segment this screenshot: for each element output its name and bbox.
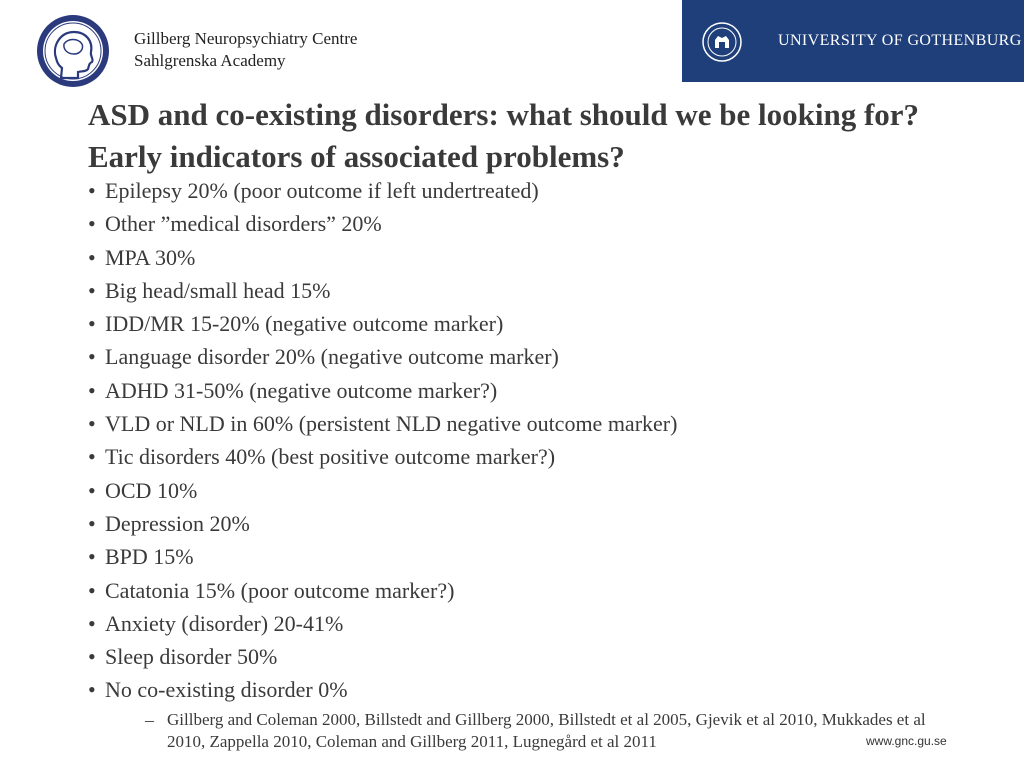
list-item: • VLD or NLD in 60% (persistent NLD negative outcome marker) [88, 407, 677, 440]
list-item: • Language disorder 20% (negative outcome marker) [88, 340, 677, 373]
list-item: • Sleep disorder 50% [88, 640, 677, 673]
website-link[interactable]: www.gnc.gu.se [866, 734, 947, 748]
bullet-text: Epilepsy 20% (poor outcome if left undertreated) [105, 178, 539, 203]
centre-name: Gillberg Neuropsychiatry Centre [134, 29, 358, 48]
list-item: • BPD 15% [88, 540, 677, 573]
slide-header [0, 0, 1024, 82]
list-item: • OCD 10% [88, 474, 677, 507]
university-banner [682, 0, 1024, 82]
bullet-text: BPD 15% [105, 544, 194, 570]
gnc-head-seal-icon [36, 14, 110, 88]
list-item: • Other ”medical disorders” 20% [88, 207, 677, 240]
academy-name: Sahlgrenska Academy [134, 51, 286, 70]
bullet-list [88, 174, 677, 707]
list-item: • Depression 20% [88, 507, 677, 540]
list-item: • MPA 30% [88, 241, 677, 274]
list-item: • ADHD 31-50% (negative outcome marker?) [88, 374, 677, 407]
references [145, 709, 945, 753]
university-name: UNIVERSITY OF GOTHENBURG [778, 32, 1022, 49]
university-seal-icon [702, 22, 742, 62]
list-item: • Big head/small head 15% [88, 274, 677, 307]
list-item: • Tic disorders 40% (best positive outcome marker?) [88, 440, 677, 473]
list-item: • Catatonia 15% (poor outcome marker?) [88, 574, 677, 607]
bullet-text: Big head/small head 15% [105, 277, 331, 303]
centre-identity [134, 28, 357, 72]
list-item: • No co-existing disorder 0% [88, 673, 677, 706]
bullet-text: Catatonia 15% (poor outcome marker?) [105, 577, 455, 603]
bullet-text: ADHD 31-50% (negative outcome marker?) [105, 377, 498, 403]
bullet-text: Other ”medical disorders” 20% [105, 211, 382, 237]
bullet-text: No co-existing disorder 0% [105, 677, 348, 703]
references-dash: – [145, 710, 154, 730]
bullet-text: VLD or NLD in 60% (persistent NLD negative outcome marker) [105, 411, 678, 437]
bullet-text: OCD 10% [105, 477, 198, 503]
bullet-text: Sleep disorder 50% [105, 644, 278, 670]
bullet-text: IDD/MR 15-20% (negative outcome marker) [105, 311, 504, 337]
bullet-text: MPA 30% [105, 244, 196, 270]
bullet-text: Anxiety (disorder) 20-41% [105, 610, 344, 636]
references-text: Gillberg and Coleman 2000, Billstedt and Gillberg 2000, Billstedt et al 2005, Gjevik et al 2010, Mukkades et al 2010, Zappella 2010, Coleman and Gillberg 2011, Lugnegård et al 2011 [167, 710, 926, 751]
bullet-text: Depression 20% [105, 510, 250, 536]
list-item: • Epilepsy 20% (poor outcome if left undertreated) [88, 174, 677, 207]
bullet-text: Language disorder 20% (negative outcome marker) [105, 344, 559, 370]
list-item: • Anxiety (disorder) 20-41% [88, 607, 677, 640]
bullet-text: Tic disorders 40% (best positive outcome marker?) [105, 444, 556, 470]
list-item: • IDD/MR 15-20% (negative outcome marker) [88, 307, 677, 340]
slide-title: ASD and co-existing disorders: what should we be looking for? Early indicators of associated problems? [88, 97, 920, 174]
